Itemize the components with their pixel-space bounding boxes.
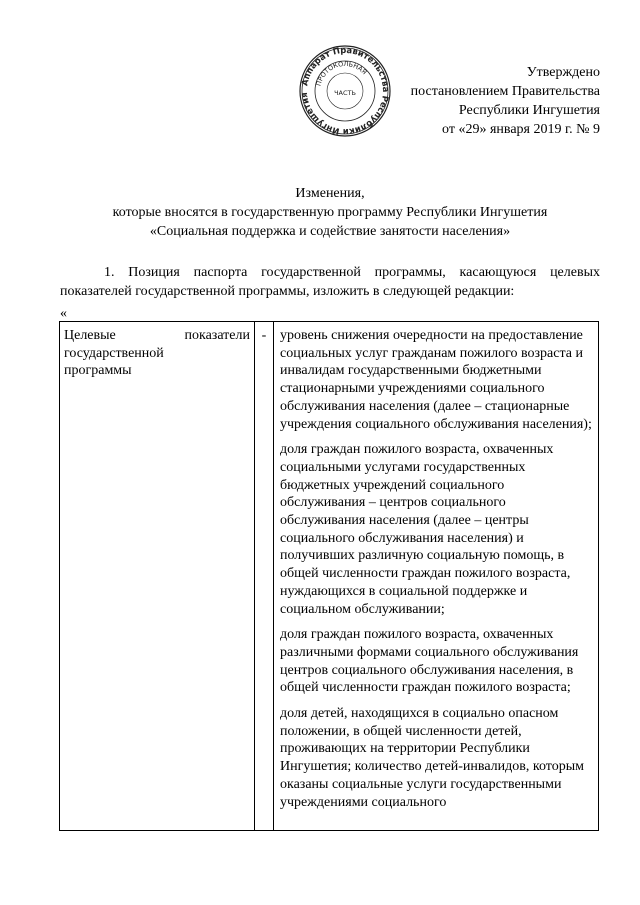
- approval-line: Республики Ингушетия: [458, 103, 600, 118]
- content-cell: [274, 322, 599, 831]
- label-word: показатели: [184, 328, 250, 343]
- indicator-item: доля граждан пожилого возраста, охваченных социальными услугами государственных бюджетных учреждений социального обслуживания – центров социального обслуживания населения (далее – центры социального обслуживания населения) и получивших различную социальную помощь, в общей численности граждан пожилого возраста, нуждающихся в социальной поддержке и социальном обслуживании;: [280, 442, 571, 617]
- title-line: Изменения,: [295, 186, 365, 201]
- label-cell: [60, 322, 255, 831]
- paragraph-line: показателей государственной программы, изложить в следующей редакции:: [60, 284, 515, 299]
- paragraph-line: 1. Позиция паспорта государственной программы, касающуюся целевых: [104, 265, 600, 280]
- label-word: Целевые: [64, 328, 116, 343]
- dash-cell: -: [255, 322, 274, 831]
- indicator-item: доля граждан пожилого возраста, охваченных различными формами социального обслуживания центров социального обслуживания населения, в общей численности граждан пожилого возраста;: [280, 627, 579, 696]
- table-row: [60, 322, 599, 831]
- official-seal: [299, 45, 391, 137]
- indicator-item: уровень снижения очередности на предоставление социальных услуг гражданам пожилого возраста и инвалидам государственными бюджетными стационарными учреждениями социального обслуживания населения (далее – стационарные учреждения социального обслуживания населения);: [280, 328, 592, 432]
- svg-text:ЧАСТЬ: ЧАСТЬ: [334, 89, 356, 97]
- svg-text:Аппарат Правительства Республи: Аппарат Правительства Республики Ингушетия: [299, 45, 391, 137]
- title-line: которые вносятся в государственную программу Республики Ингушетия: [112, 205, 548, 220]
- title-line: «Социальная поддержка и содействие занятости населения»: [149, 224, 511, 239]
- document-title: [60, 184, 600, 241]
- approval-line: Утверждено: [526, 65, 600, 80]
- opening-quote: «: [60, 306, 67, 321]
- label-rest: государственной программы: [64, 345, 164, 379]
- svg-text:ПРОТОКОЛЬНАЯ: ПРОТОКОЛЬНАЯ: [314, 59, 369, 87]
- intro-paragraph: [60, 263, 600, 301]
- indicator-item: доля детей, находящихся в социально опасном положении, в общей численности детей, проживающих на территории Республики Ингушетия; количество детей-инвалидов, которым оказаны социальные услуги государственными учреждениями социального: [280, 706, 585, 810]
- approval-block: [380, 63, 600, 139]
- approval-date: от «29» января 2019 г. № 9: [442, 122, 600, 137]
- approval-line: постановлением Правительства: [410, 84, 600, 99]
- indicators-table: [59, 321, 599, 831]
